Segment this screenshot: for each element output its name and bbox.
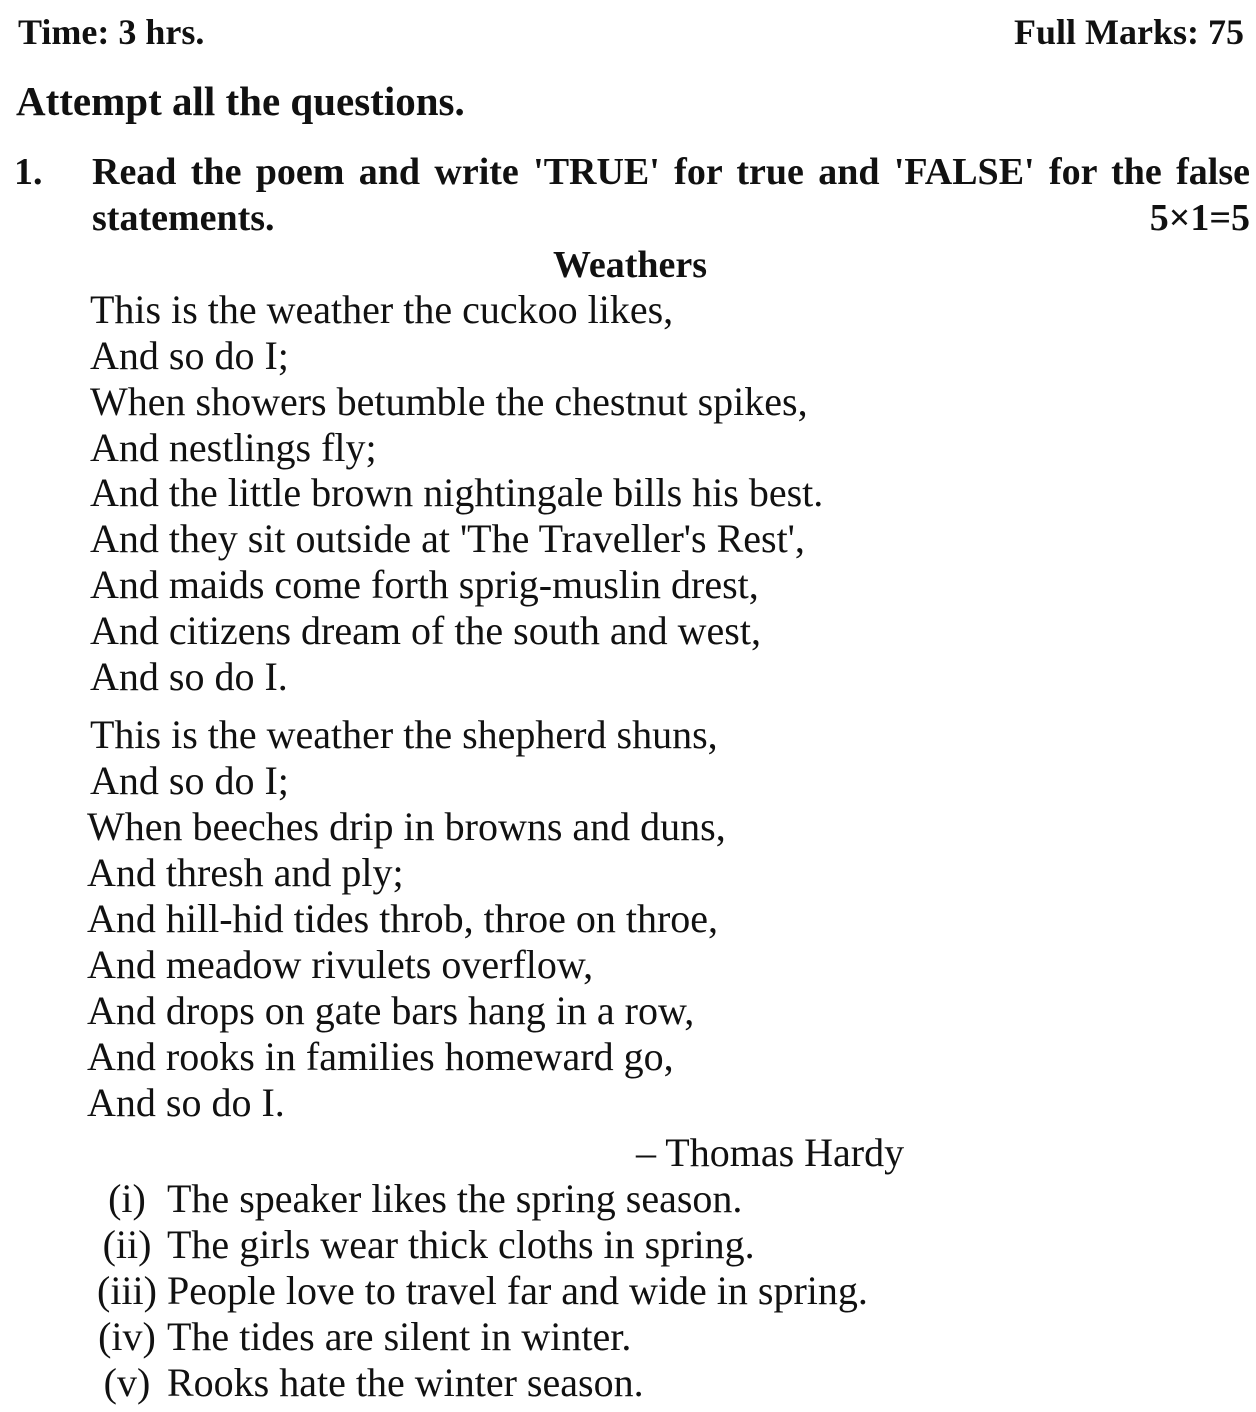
exam-time: Time: 3 hrs.: [18, 12, 205, 52]
statement-text: Rooks hate the winter season.: [167, 1360, 644, 1405]
poem-line: And citizens dream of the south and west,: [90, 608, 761, 653]
poem-line: And drops on gate bars hang in a row,: [87, 988, 695, 1033]
statement-label: (i): [108, 1176, 146, 1221]
question-text-line-2: statements.: [92, 197, 275, 239]
poem-line: And so do I.: [90, 654, 288, 699]
poem-line: And maids come forth sprig-muslin drest,: [90, 562, 759, 607]
poem-line: And so do I;: [90, 333, 289, 378]
poem-line: And the little brown nightingale bills his best.: [90, 470, 824, 515]
statement-text: The girls wear thick cloths in spring.: [167, 1222, 755, 1267]
statement-text: People love to travel far and wide in spring.: [167, 1268, 868, 1313]
poem-line: And so do I.: [87, 1080, 285, 1125]
poem-line: This is the weather the cuckoo likes,: [90, 287, 674, 332]
statement-label: (ii): [102, 1222, 152, 1267]
poem-author: – Thomas Hardy: [636, 1130, 905, 1175]
question-text-line-1: Read the poem and write 'TRUE' for true and 'FALSE' for the false: [92, 151, 1250, 193]
statement-label: (v): [103, 1360, 151, 1405]
instruction-heading: Attempt all the questions.: [16, 78, 465, 124]
question-number: 1.: [14, 151, 43, 193]
poem-title: Weathers: [552, 244, 708, 286]
poem-line: When beeches drip in browns and duns,: [87, 804, 726, 849]
poem-line: When showers betumble the chestnut spikes,: [90, 379, 808, 424]
poem-line: This is the weather the shepherd shuns,: [90, 712, 718, 757]
poem-line: And rooks in families homeward go,: [87, 1034, 674, 1079]
full-marks: Full Marks: 75: [1014, 12, 1244, 52]
statement-label: (iii): [97, 1268, 157, 1313]
poem-line: And hill-hid tides throb, throe on throe,: [87, 896, 719, 941]
poem-line: And they sit outside at 'The Traveller's Rest',: [90, 516, 805, 561]
poem-line: And nestlings fly;: [90, 425, 377, 470]
poem-line: And thresh and ply;: [87, 850, 404, 895]
poem-line: And so do I;: [90, 758, 289, 803]
question-marks: 5×1=5: [1149, 197, 1250, 239]
statement-text: The speaker likes the spring season.: [167, 1176, 743, 1221]
poem-line: And meadow rivulets overflow,: [87, 942, 594, 987]
statement-text: The tides are silent in winter.: [167, 1314, 632, 1359]
statement-label: (iv): [98, 1314, 156, 1359]
